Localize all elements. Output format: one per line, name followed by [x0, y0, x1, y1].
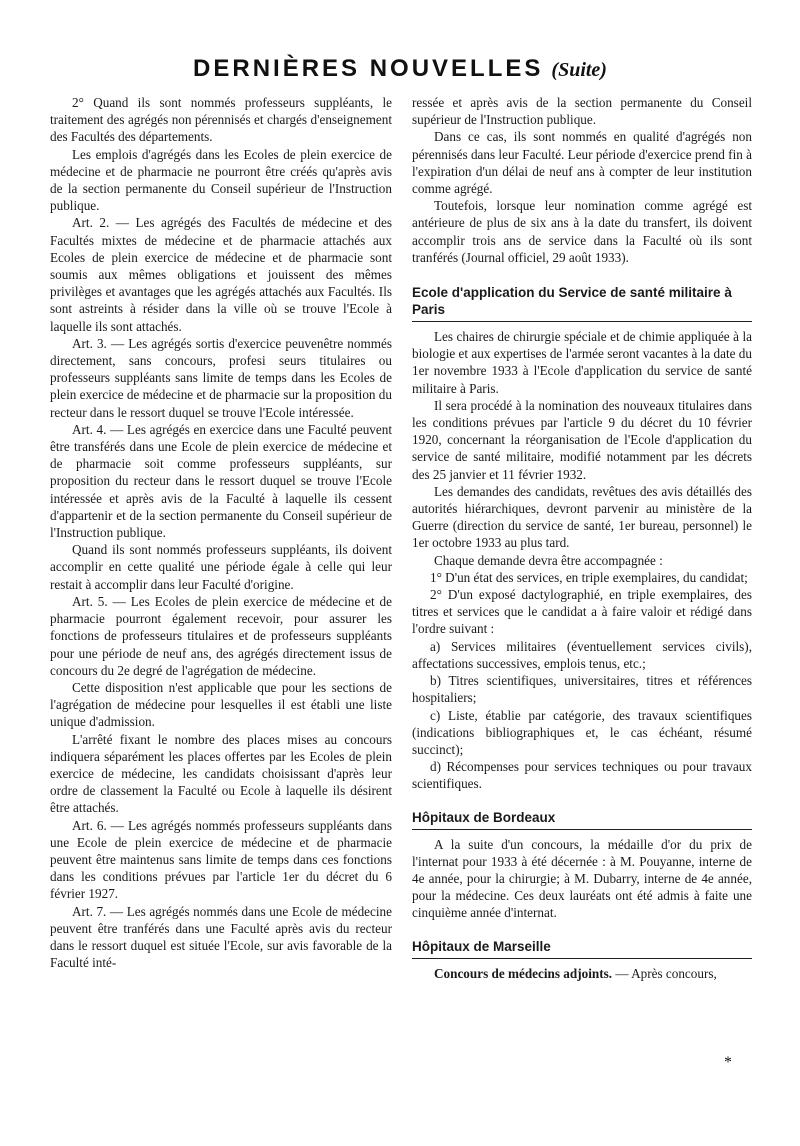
paragraph: 2° Quand ils sont nommés professeurs suppléants, le traitement des agrégés non pérennisés et chargés d'enseignement des Facultés des départements. — [50, 95, 392, 145]
list-item: d) Récompenses pour services techniques ou pour travaux scientifiques. — [412, 759, 752, 792]
section-heading: Hôpitaux de Bordeaux — [412, 809, 752, 830]
list-item: c) Liste, établie par catégorie, des travaux scientifiques (indications bibliographiques et, le cas échéant, résumé succinct); — [412, 707, 752, 757]
list-item: 2° D'un exposé dactylographié, en triple exemplaires, des titres et services que le candidat a à faire valoir et rédigé dans l'ordre suivant : — [412, 587, 752, 637]
right-column — [412, 94, 752, 982]
paragraph: Art. 3. — Les agrégés sortis d'exercice peuvenêtre nommés directement, sans concours, profesi seurs titulaires ou professeurs suppléants sans limite de temps dans les Ecoles de plein exercice de médecine et de pharmacie sur la proposition du recteur dans le ressort duquel se trouve l'Ecole intéressée. — [50, 335, 392, 420]
paragraph: Art. 5. — Les Ecoles de plein exercice de médecine et de pharmacie pourront également recevoir, pour assurer les fonctions de professeurs titulaires et de professeurs suppléants pour une période de neuf ans, des agrégés directement issus de concours du 2e degré de l'agrégation de médecine. — [50, 593, 392, 678]
paragraph: Art. 4. — Les agrégés en exercice dans une Faculté peuvent être transférés dans une Ecole de plein exercice de médecine et de pharmacie soit comme professeurs suppléants, sur proposition du recteur dans le ressort duquel se trouve l'Ecole intéressée et après avis de la Faculté à laquelle ils cessent d'appartenir et de la section permanente du Conseil supérieur de l'Instruction publique. — [50, 421, 392, 541]
paragraph: ressée et après avis de la section permanente du Conseil supérieur de l'Instruction publique. — [412, 95, 752, 128]
title-text: DERNIÈRES NOUVELLES — [193, 55, 544, 82]
paragraph: L'arrêté fixant le nombre des places mises au concours indiquera séparément les places offertes par les Ecoles de plein exercice de médecine, les candidats choisissant d'après leur ordre de classement la Faculté ou Ecole à laquelle ils désirent être attachés. — [50, 731, 392, 816]
paragraph: Toutefois, lorsque leur nomination comme agrégé est antérieure de plus de six ans à la date du transfert, ils doivent accomplir trois ans de service dans la Faculté où ils sont tranférés (Journal officiel, 29 août 1933). — [412, 198, 752, 265]
paragraph: Dans ce cas, ils sont nommés en qualité d'agrégés non pérennisés dans leur Faculté. Leur période d'exercice prend fin à l'expiration d'un délai de neuf ans à compter de leur institution comme agrégé. — [412, 129, 752, 197]
paragraph: Les emplois d'agrégés dans les Ecoles de plein exercice de médecine et de pharmacie ne pourront être créés qu'après avis de la section permanente du Conseil supérieur de l'Instruction publique. — [50, 146, 392, 214]
paragraph: Cette disposition n'est applicable que pour les sections de l'agrégation de médecine pour lesquelles il est établi une liste unique d'admission. — [50, 679, 392, 730]
footer-mark: * — [724, 1054, 732, 1071]
paragraph-text: — Après concours, — [612, 965, 717, 981]
section-heading: Ecole d'application du Service de santé militaire à Paris — [412, 284, 752, 322]
paragraph: A la suite d'un concours, la médaille d'or du prix de l'internat pour 1933 à été décernée : à M. Pouyanne, interne de 4e année, pour la chirurgie; à M. Dubarry, interne de 4e année, pour la médecine. Ces deux lauréats ont été admis à faite une cinquième année d'internat. — [412, 836, 752, 921]
paragraph: Art. 6. — Les agrégés nommés professeurs suppléants dans une Ecole de plein exercice de médecine et de pharmacie peuvent être maintenus sans limite de temps dans ces fonctions dans les conditions prévues par l'article 1er du décret du 6 février 1927. — [50, 817, 392, 902]
paragraph — [412, 965, 752, 982]
paragraph: Les demandes des candidats, revêtues des avis détaillés des autorités hiérarchiques, devront parvenir au ministère de la Guerre (direction du service de santé, 1er bureau, personnel) le 1er octobre 1933 au plus tard. — [412, 483, 752, 551]
paragraph: Les chaires de chirurgie spéciale et de chimie appliquée à la biologie et aux expertises de l'armée seront vacantes à la date du 1er novembre 1933 à l'Ecole d'application du service de santé militaire à Paris. — [412, 329, 752, 396]
paragraph-lead: Concours de médecins adjoints. — [434, 965, 613, 981]
left-column — [50, 94, 392, 971]
list-item: a) Services militaires (éventuellement services civils), affectations successives, emplois tenus, etc.; — [412, 638, 752, 671]
section-heading: Hôpitaux de Marseille — [412, 938, 752, 959]
paragraph: Art. 2. — Les agrégés des Facultés de médecine et des Facultés mixtes de médecine et de pharmacie attachés aux Ecoles de plein exercice de médecine et de pharmacie sont soumis aux mêmes obligations et jouissent des mêmes privilèges et avantages que les agrégés attachés aux Facultés. Ils sont astreints à résider dans la ville où se trouve l'Ecole à laquelle ils sont attachés. — [50, 215, 392, 334]
paragraph: Quand ils sont nommés professeurs suppléants, ils doivent accomplir en cette qualité une période égale à celle qui leur restait à accomplir dans leur Faculté d'origine. — [50, 542, 392, 592]
paragraph: Art. 7. — Les agrégés nommés dans une Ecole de médecine peuvent être tranférés dans une Faculté après avis du recteur dans le ressort duquel est située l'Ecole, sur avis favorable de la Faculté inté- — [50, 903, 392, 971]
paragraph: Chaque demande devra être accompagnée : — [434, 552, 663, 568]
list-item: 1° D'un état des services, en triple exemplaires, du candidat; — [430, 569, 748, 585]
list-item: b) Titres scientifiques, universitaires, titres et références hospitaliers; — [412, 673, 752, 706]
page-title — [0, 55, 800, 83]
paragraph: Il sera procédé à la nomination des nouveaux titulaires dans les conditions prévues par l'article 9 du décret du 10 février 1920, concernant la réorganisation de l'Ecole d'application du service de santé militaire, modifié notamment par les décrets des 25 janvier et 11 février 1932. — [412, 397, 752, 482]
title-suite: (Suite) — [551, 59, 607, 81]
